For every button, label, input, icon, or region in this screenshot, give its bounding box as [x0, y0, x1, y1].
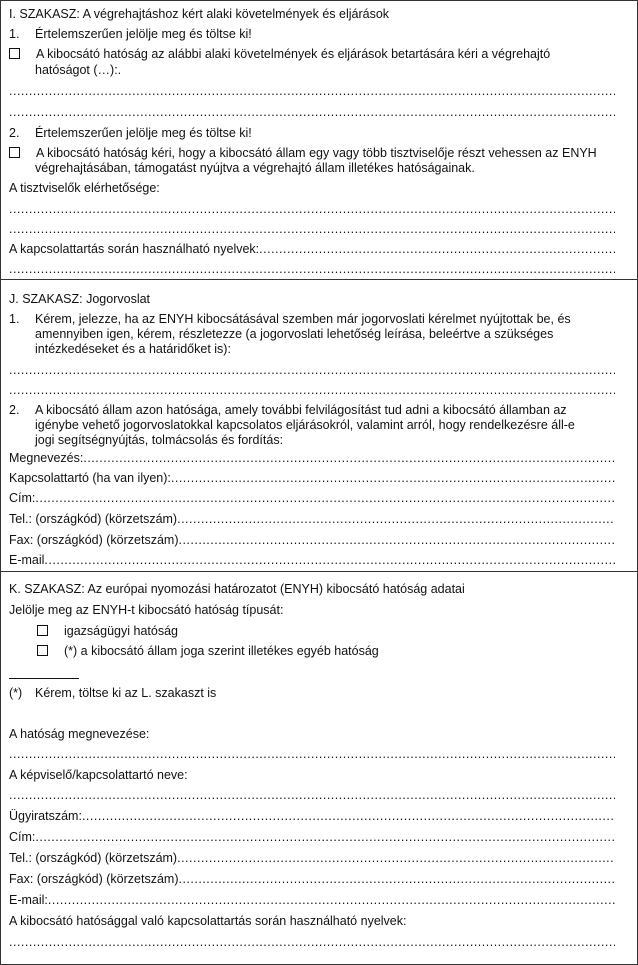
section-j-title: J. SZAKASZ: Jogorvoslat	[9, 292, 151, 306]
address-field[interactable]: Cím: .....	[9, 830, 615, 845]
section-i	[1, 1, 637, 280]
section-i-item-1: 1. Értelemszerűen jelölje meg és töltse ki!	[9, 27, 252, 41]
authority-languages-label: A kibocsátó hatósággal való kapcsolattartás során használható nyelvek:	[9, 914, 407, 928]
section-j	[1, 280, 637, 572]
blank-line[interactable]	[9, 747, 615, 762]
name-field[interactable]: Megnevezés: .....	[9, 451, 615, 466]
checkbox[interactable]	[37, 645, 48, 656]
checkbox[interactable]	[9, 147, 20, 158]
fax-field[interactable]: Fax: (országkód) (körzetszám) .....	[9, 872, 615, 887]
section-i-check-2[interactable]: A kibocsátó hatóság kéri, hogy a kibocsátó állam egy vagy több tisztviselője részt vehessen az ENYH	[9, 146, 615, 161]
blank-line[interactable]	[9, 788, 615, 803]
section-k	[1, 572, 637, 964]
contact-person-field[interactable]: Kapcsolattartó (ha van ilyen): .....	[9, 471, 615, 486]
authority-type-prompt: Jelölje meg az ENYH-t kibocsátó hatóság típusát:	[9, 603, 284, 617]
blank-line[interactable]	[9, 222, 615, 237]
blank-line[interactable]	[9, 84, 615, 99]
section-i-check-1-cont: hatóságot (…):.	[35, 63, 122, 77]
section-i-title: I. SZAKASZ: A végrehajtáshoz kért alaki követelmények és eljárások	[9, 7, 390, 21]
footnote: (*) Kérem, töltse ki az L. szakaszt is	[9, 686, 217, 700]
email-field[interactable]: E-mail .....	[9, 553, 615, 568]
section-k-title: K. SZAKASZ: Az európai nyomozási határozatot (ENYH) kibocsátó hatóság adatai	[9, 582, 465, 596]
checkbox[interactable]	[37, 625, 48, 636]
email-field[interactable]: E-mail: .....	[9, 893, 615, 908]
blank-line[interactable]	[9, 202, 615, 217]
option-other-authority[interactable]: (*) a kibocsátó állam joga szerint illetékes egyéb hatóság	[9, 644, 615, 659]
section-j-item-2-cont: igénybe vehető jogorvoslatokkal kapcsolatos eljárásokról, valamint arról, hogy rendelkezésre áll-e	[35, 418, 575, 432]
officials-contact-label: A tisztviselők elérhetősége:	[9, 181, 160, 195]
blank-line[interactable]	[9, 935, 615, 950]
blank-line[interactable]	[9, 262, 615, 277]
authority-name-label: A hatóság megnevezése:	[9, 727, 150, 741]
file-number-field[interactable]: Ügyiratszám: .....	[9, 809, 615, 824]
section-i-check-1[interactable]: A kibocsátó hatóság az alábbi alaki követelmények és eljárások betartására kéri a végrehajtó	[9, 47, 615, 62]
section-i-check-2-cont: végrehajtásában, támogatást nyújtva a végrehajtó állam illetékes hatóságainak.	[35, 161, 475, 175]
languages-field[interactable]: A kapcsolattartás során használható nyelvek: .....	[9, 242, 615, 257]
fax-field[interactable]: Fax: (országkód) (körzetszám) .....	[9, 533, 615, 548]
option-judicial-authority[interactable]: igazságügyi hatóság	[9, 624, 615, 639]
checkbox[interactable]	[9, 48, 20, 59]
section-j-item-2: 2. A kibocsátó állam azon hatósága, amely további felvilágosítást tud adni a kibocsátó államban az	[9, 403, 567, 417]
section-j-item-2-cont: jogi segítségnyújtás, tolmácsolás és fordítás:	[35, 433, 284, 447]
section-j-item-1-cont: intézkedéseket és a határidőket is):	[35, 342, 231, 356]
tel-field[interactable]: Tel.: (országkód) (körzetszám) .....	[9, 512, 615, 527]
address-field[interactable]: Cím: .....	[9, 491, 615, 506]
representative-label: A képviselő/kapcsolattartó neve:	[9, 768, 188, 782]
section-i-item-2: 2. Értelemszerűen jelölje meg és töltse ki!	[9, 126, 252, 140]
footnote-rule	[9, 678, 79, 679]
section-j-item-1: 1. Kérem, jelezze, ha az ENYH kibocsátásával szemben már jogorvoslati kérelmet nyújtottak be, és	[9, 312, 571, 326]
section-j-item-1-cont: amennyiben igen, kérem, részletezze (a jogorvoslati lehetőség leírása, beleértve a szükséges	[35, 327, 554, 341]
tel-field[interactable]: Tel.: (országkód) (körzetszám) .....	[9, 851, 615, 866]
blank-line[interactable]	[9, 105, 615, 120]
blank-line[interactable]	[9, 383, 615, 398]
blank-line[interactable]	[9, 363, 615, 378]
